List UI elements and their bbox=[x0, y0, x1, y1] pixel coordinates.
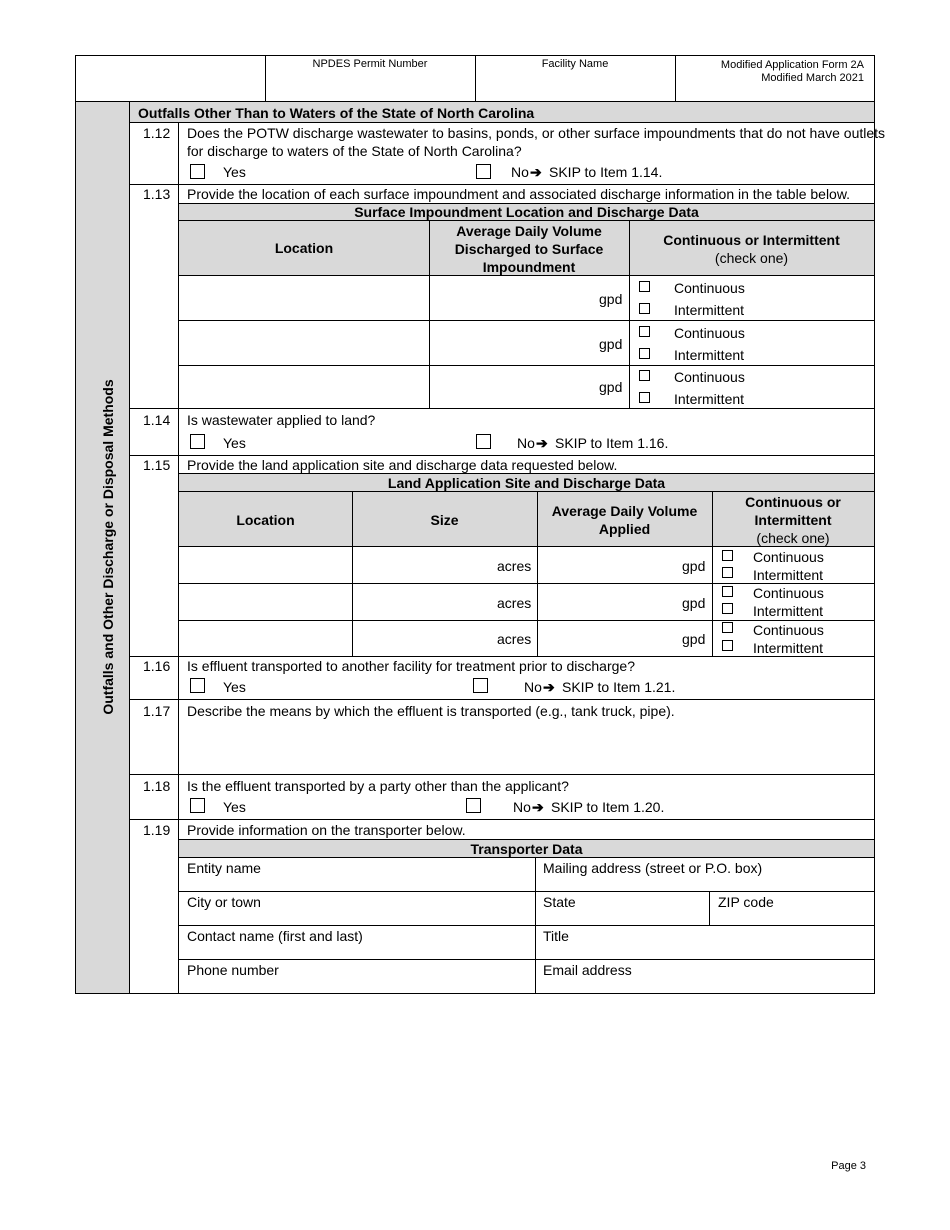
unit-gpd: gpd bbox=[599, 336, 623, 352]
option-label: Continuous bbox=[674, 325, 745, 341]
option-label: Intermittent bbox=[753, 603, 824, 619]
no-label: No bbox=[524, 679, 542, 695]
yes-checkbox[interactable] bbox=[190, 434, 205, 449]
question-text: Is the effluent transported by a party other than the applicant? bbox=[187, 778, 569, 794]
arrow-icon: ➔ bbox=[530, 164, 542, 180]
location-field[interactable] bbox=[180, 548, 350, 582]
contact-name-field[interactable] bbox=[180, 944, 534, 958]
yes-checkbox[interactable] bbox=[190, 678, 205, 693]
column-header: Impoundment bbox=[482, 259, 576, 275]
field-label: City or town bbox=[187, 894, 261, 910]
no-checkbox[interactable] bbox=[466, 798, 481, 813]
permit-number-field[interactable] bbox=[266, 72, 474, 100]
question-text: Is effluent transported to another facility for treatment prior to discharge? bbox=[187, 658, 635, 674]
yes-label: Yes bbox=[223, 435, 246, 451]
option-label: Intermittent bbox=[753, 640, 824, 656]
item-number: 1.16 bbox=[143, 658, 171, 674]
field-label: Mailing address (street or P.O. box) bbox=[543, 860, 763, 876]
location-field[interactable] bbox=[180, 322, 427, 364]
field-label: Phone number bbox=[187, 962, 279, 978]
location-field[interactable] bbox=[180, 622, 350, 655]
column-header: (check one) bbox=[714, 250, 789, 266]
column-header: Discharged to Surface bbox=[454, 241, 604, 257]
transport-means-field[interactable] bbox=[180, 722, 873, 772]
no-label: No bbox=[511, 164, 529, 180]
column-header: (check one) bbox=[756, 530, 830, 546]
question-text: Describe the means by which the effluent is transported (e.g., tank truck, pipe). bbox=[187, 703, 675, 719]
option-label: Continuous bbox=[674, 369, 745, 385]
continuous-checkbox[interactable] bbox=[722, 586, 733, 597]
title-field[interactable] bbox=[537, 944, 873, 958]
intermittent-checkbox[interactable] bbox=[722, 603, 733, 614]
continuous-checkbox[interactable] bbox=[639, 281, 650, 292]
skip-instruction: SKIP to Item 1.20. bbox=[551, 799, 665, 815]
skip-instruction: SKIP to Item 1.21. bbox=[562, 679, 676, 695]
question-text: Is wastewater applied to land? bbox=[187, 412, 376, 428]
column-header: Continuous or Intermittent bbox=[663, 232, 840, 248]
item-number: 1.18 bbox=[143, 778, 171, 794]
location-field[interactable] bbox=[180, 585, 350, 619]
table-title: Transporter Data bbox=[470, 841, 583, 857]
phone-field[interactable] bbox=[180, 978, 534, 992]
continuous-checkbox[interactable] bbox=[639, 370, 650, 381]
skip-instruction: SKIP to Item 1.14. bbox=[549, 164, 663, 180]
continuous-checkbox[interactable] bbox=[722, 550, 733, 561]
form-title: Modified Application Form 2A bbox=[720, 59, 864, 71]
mailing-address-field[interactable] bbox=[537, 876, 873, 890]
intermittent-checkbox[interactable] bbox=[639, 392, 650, 403]
column-header: Average Daily Volume bbox=[456, 223, 602, 239]
yes-label: Yes bbox=[223, 799, 246, 815]
option-label: Continuous bbox=[674, 280, 745, 296]
column-header: Location bbox=[236, 512, 295, 528]
yes-checkbox[interactable] bbox=[190, 798, 205, 813]
option-label: Continuous bbox=[753, 585, 824, 601]
yes-checkbox[interactable] bbox=[190, 164, 205, 179]
unit-gpd: gpd bbox=[682, 558, 706, 574]
item-number: 1.17 bbox=[143, 703, 171, 719]
option-label: Continuous bbox=[753, 549, 824, 565]
question-text: Provide the location of each surface impoundment and associated discharge information in the table below. bbox=[187, 186, 851, 202]
unit-gpd: gpd bbox=[682, 631, 706, 647]
arrow-icon: ➔ bbox=[536, 435, 548, 451]
no-checkbox[interactable] bbox=[476, 434, 491, 449]
column-header: Continuous or bbox=[745, 494, 841, 510]
intermittent-checkbox[interactable] bbox=[639, 348, 650, 359]
item-number: 1.13 bbox=[143, 186, 171, 202]
unit-acres: acres bbox=[497, 631, 532, 647]
email-field[interactable] bbox=[537, 978, 873, 992]
table-title: Surface Impoundment Location and Discharge Data bbox=[354, 204, 699, 220]
section-title: Outfalls Other Than to Waters of the State of North Carolina bbox=[138, 105, 535, 121]
form-date: Modified March 2021 bbox=[761, 72, 864, 84]
unit-acres: acres bbox=[497, 558, 532, 574]
option-label: Continuous bbox=[753, 622, 824, 638]
field-label: State bbox=[543, 894, 576, 910]
column-header: Location bbox=[274, 240, 334, 256]
option-label: Intermittent bbox=[674, 302, 745, 318]
location-field[interactable] bbox=[180, 277, 427, 319]
arrow-icon: ➔ bbox=[532, 799, 544, 815]
field-label: Contact name (first and last) bbox=[187, 928, 363, 944]
header-divider bbox=[675, 55, 676, 102]
field-label: Entity name bbox=[187, 860, 261, 876]
continuous-checkbox[interactable] bbox=[722, 622, 733, 633]
facility-name-label: Facility Name bbox=[541, 58, 609, 70]
no-checkbox[interactable] bbox=[473, 678, 488, 693]
page-number: Page 3 bbox=[831, 1160, 866, 1172]
yes-label: Yes bbox=[223, 164, 246, 180]
intermittent-checkbox[interactable] bbox=[722, 640, 733, 651]
intermittent-checkbox[interactable] bbox=[639, 303, 650, 314]
intermittent-checkbox[interactable] bbox=[722, 567, 733, 578]
question-text: for discharge to waters of the State of North Carolina? bbox=[187, 143, 522, 159]
arrow-icon: ➔ bbox=[543, 679, 555, 695]
permit-number-label: NPDES Permit Number bbox=[312, 58, 428, 70]
question-text: Provide the land application site and discharge data requested below. bbox=[187, 457, 618, 473]
item-number: 1.12 bbox=[143, 125, 171, 141]
unit-gpd: gpd bbox=[599, 291, 623, 307]
column-header: Size bbox=[430, 512, 459, 528]
facility-name-field[interactable] bbox=[476, 72, 674, 100]
location-field[interactable] bbox=[180, 367, 427, 407]
column-header: Intermittent bbox=[754, 512, 832, 528]
option-label: Intermittent bbox=[674, 391, 745, 407]
item-number: 1.19 bbox=[143, 822, 171, 838]
question-text: Does the POTW discharge wastewater to basins, ponds, or other surface impoundments that do not have outlets bbox=[187, 125, 886, 141]
city-field[interactable] bbox=[180, 910, 534, 924]
unit-gpd: gpd bbox=[682, 595, 706, 611]
no-label: No bbox=[513, 799, 531, 815]
no-checkbox[interactable] bbox=[476, 164, 491, 179]
option-label: Intermittent bbox=[674, 347, 745, 363]
no-label: No bbox=[517, 435, 535, 451]
item-number: 1.15 bbox=[143, 457, 171, 473]
unit-acres: acres bbox=[497, 595, 532, 611]
zip-field[interactable] bbox=[711, 910, 873, 924]
entity-name-field[interactable] bbox=[180, 876, 534, 890]
field-label: Email address bbox=[543, 962, 632, 978]
table-title: Land Application Site and Discharge Data bbox=[387, 475, 666, 491]
column-header: Average Daily Volume bbox=[551, 503, 698, 519]
field-label: Title bbox=[543, 928, 569, 944]
unit-gpd: gpd bbox=[599, 379, 623, 395]
item-number: 1.14 bbox=[143, 412, 171, 428]
question-text: Provide information on the transporter below. bbox=[187, 822, 466, 838]
option-label: Intermittent bbox=[753, 567, 824, 583]
skip-instruction: SKIP to Item 1.16. bbox=[555, 435, 669, 451]
yes-label: Yes bbox=[223, 679, 246, 695]
state-field[interactable] bbox=[537, 910, 708, 924]
continuous-checkbox[interactable] bbox=[639, 326, 650, 337]
field-label: ZIP code bbox=[718, 894, 774, 910]
column-header: Applied bbox=[598, 521, 651, 537]
